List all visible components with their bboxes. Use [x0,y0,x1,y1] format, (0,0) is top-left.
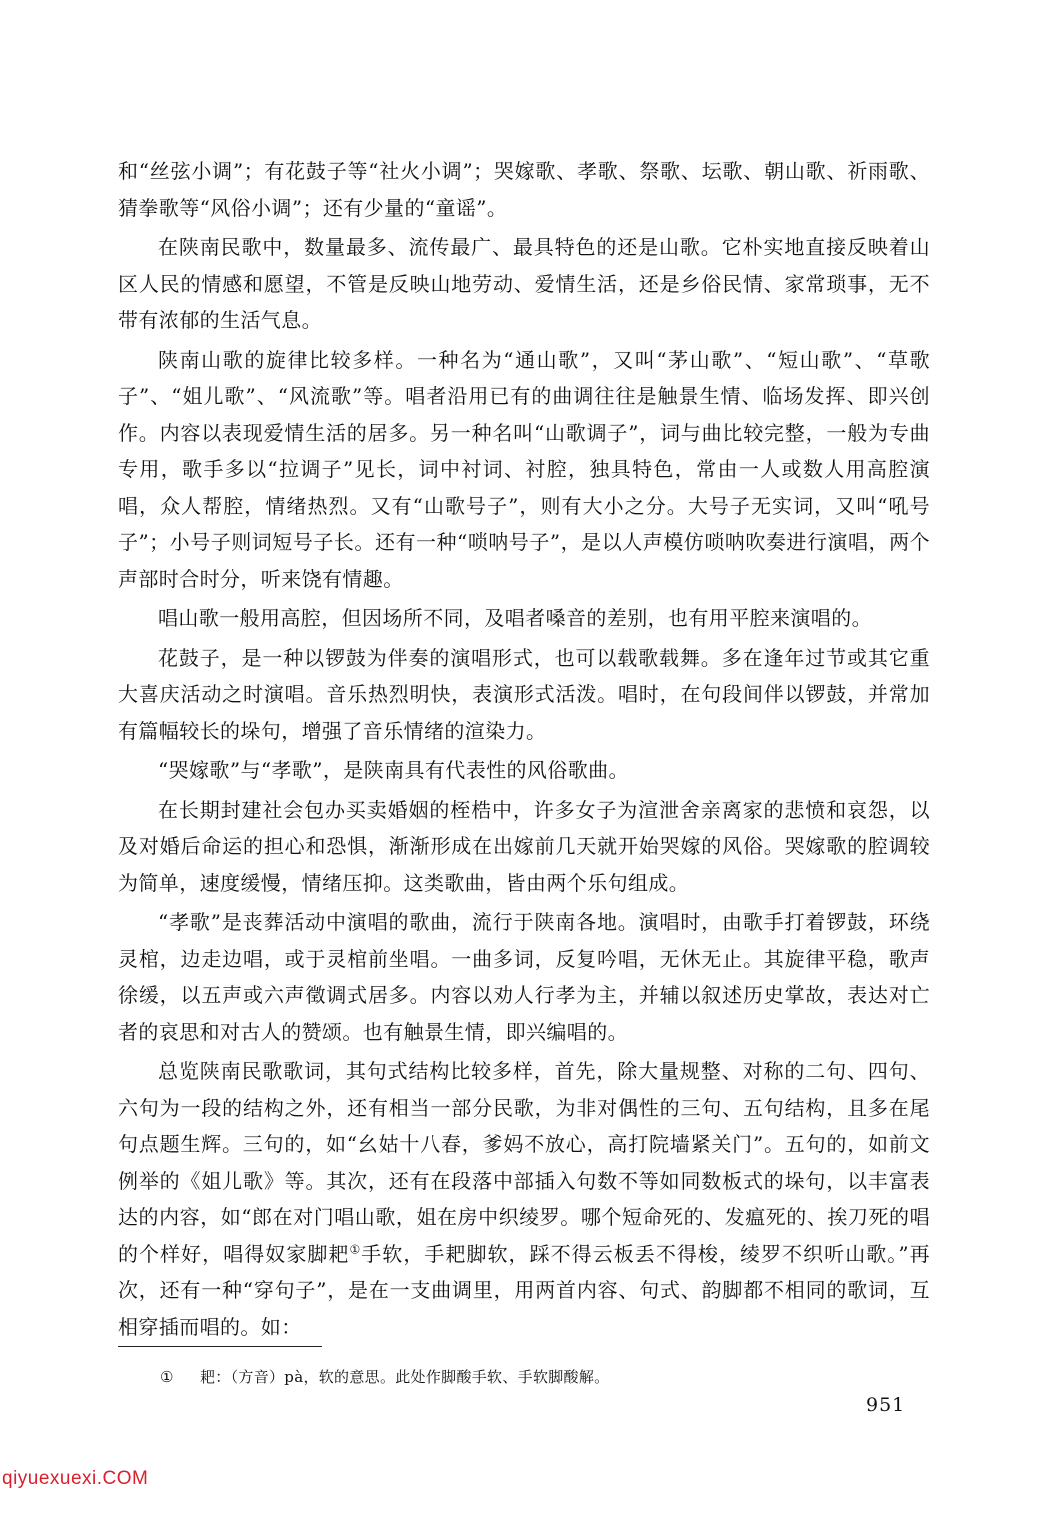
paragraph-3: 陕南山歌的旋律比较多样。一种名为“通山歌”，又叫“茅山歌”、“短山歌”、“草歌子”、“姐儿歌”、“风流歌”等。唱者沿用已有的曲调往往是触景生情、临场发挥、即兴创作。内容以表现爱情生活的居多。另一种名叫“山歌调子”，词与曲比较完整，一般为专曲专用，歌手多以“拉调子”见长，词中衬词、衬腔，独具特色，常由一人或数人用高腔演唱，众人帮腔，情绪热烈。又有“山歌号子”，则有大小之分。大号子无实词，又叫“吼号子”；小号子则词短号子长。还有一种“唢呐号子”，是以人声模仿唢呐吹奏进行演唱，两个声部时合时分，听来饶有情趣。 [118,347,930,591]
footnote-divider [118,1346,322,1347]
footnote-text: 耙：（方音）pà，软的意思。此处作脚酸手软、手软脚酸解。 [200,1368,610,1386]
paragraph-9 [118,1053,930,1345]
site-watermark: qiyuexuexi.COM [2,1468,149,1489]
paragraph-6: “哭嫁歌”与“孝歌”，是陕南具有代表性的风俗歌曲。 [158,758,629,782]
paragraph-9-text-before-note: 总览陕南民歌歌词，其句式结构比较多样，首先，除大量规整、对称的二句、四句、六句为一段的结构之外，还有相当一部分民歌，为非对偶性的三句、五句结构，且多在尾句点题生辉。三句的，如“幺姑十八春，爹妈不放心，高打院墙紧关门”。五句的，如前文例举的《姐儿歌》等。其次，还有在段落中部插入句数不等如同数板式的垛句，以丰富表达的内容，如“郎在对门唱山歌，姐在房中织绫罗。哪个短命死的、发瘟死的、挨刀死的唱的个样好，唱得奴家脚耙 [118,1059,930,1266]
footnote-mark: ① [160,1368,174,1386]
paragraph-9-text-after-note: 手软，手耙脚软，踩不得云板丢不得梭，绫罗不织听山歌。”再次，还有一种“穿句子”，是在一支曲调里，用两首内容、句式、韵脚都不相同的歌词，互相穿插而唱的。如： [118,1241,930,1339]
footnote [160,1366,609,1388]
footnote-reference[interactable]: ① [349,1241,362,1256]
body-text [118,153,930,1345]
paragraph-1: 和“丝弦小调”；有花鼓子等“社火小调”；哭嫁歌、孝歌、祭歌、坛歌、朝山歌、祈雨歌、猜拳歌等“风俗小调”；还有少量的“童谣”。 [118,159,930,220]
paragraph-8: “孝歌”是丧葬活动中演唱的歌曲，流行于陕南各地。演唱时，由歌手打着锣鼓，环绕灵棺，边走边唱，或于灵棺前坐唱。一曲多词，反复吟唱，无休无止。其旋律平稳，歌声徐缓，以五声或六声徵调式居多。内容以劝人行孝为主，并辅以叙述历史掌故，表达对亡者的哀思和对古人的赞颂。也有触景生情，即兴编唱的。 [118,910,930,1044]
paragraph-4: 唱山歌一般用高腔，但因场所不同，及唱者嗓音的差别，也有用平腔来演唱的。 [158,606,872,630]
paragraph-7: 在长期封建社会包办买卖婚姻的桎梏中，许多女子为渲泄舍亲离家的悲愤和哀怨，以及对婚后命运的担心和恐惧，渐渐形成在出嫁前几天就开始哭嫁的风俗。哭嫁歌的腔调较为简单，速度缓慢，情绪压抑。这类歌曲，皆由两个乐句组成。 [118,797,930,895]
paragraph-2: 在陕南民歌中，数量最多、流传最广、最具特色的还是山歌。它朴实地直接反映着山区人民的情感和愿望，不管是反映山地劳动、爱情生活，还是乡俗民情、家常琐事，无不带有浓郁的生活气息。 [118,235,930,332]
page-number: 951 [866,1394,906,1416]
paragraph-5: 花鼓子，是一种以锣鼓为伴奏的演唱形式，也可以载歌载舞。多在逢年过节或其它重大喜庆活动之时演唱。音乐热烈明快，表演形式活泼。唱时，在句段间伴以锣鼓，并常加有篇幅较长的垛句，增强了音乐情绪的渲染力。 [118,645,930,743]
